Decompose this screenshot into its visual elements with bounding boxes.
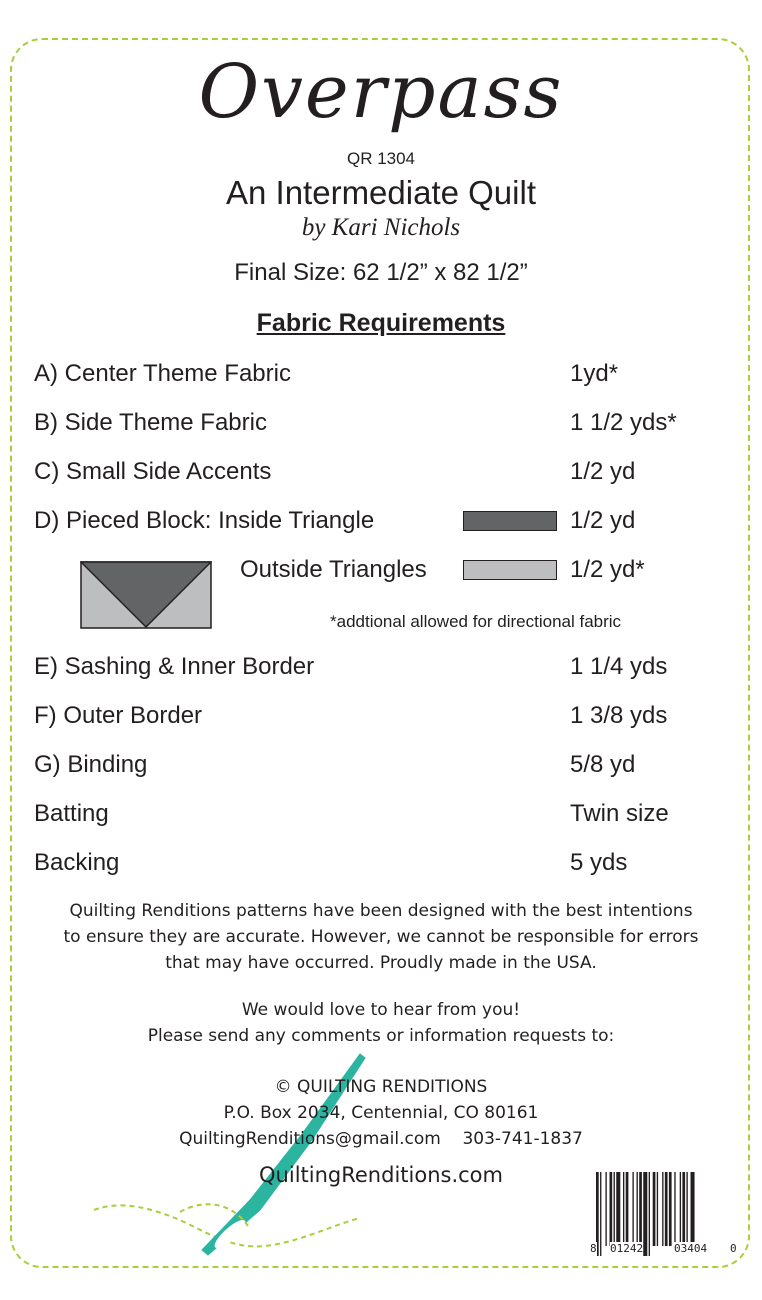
pieced-block-diagram bbox=[80, 561, 212, 629]
barcode-bar bbox=[639, 1172, 642, 1246]
requirement-label-g: G) Binding bbox=[34, 751, 148, 778]
requirement-label-f: F) Outer Border bbox=[34, 702, 203, 729]
pattern-subtitle: An Intermediate Quilt bbox=[226, 174, 536, 211]
requirement-amount-c: 1/2 yd bbox=[570, 458, 636, 485]
requirement-amount-a: 1yd* bbox=[570, 360, 619, 387]
barcode-bar bbox=[653, 1172, 656, 1246]
disclaimer-line: Quilting Renditions patterns have been designed with the best intentions bbox=[69, 901, 693, 921]
requirement-label-c: C) Small Side Accents bbox=[34, 458, 272, 485]
requirement-amount-d: 1/2 yd bbox=[570, 507, 636, 534]
barcode-bar bbox=[616, 1172, 620, 1246]
directional-fabric-note: *addtional allowed for directional fabric bbox=[330, 612, 622, 631]
inside-triangle-swatch bbox=[463, 511, 557, 531]
barcode-bar bbox=[657, 1172, 658, 1246]
barcode-bar bbox=[674, 1172, 675, 1246]
barcode-digits-left: 01242 bbox=[610, 1242, 644, 1255]
requirement-label-backing: Backing bbox=[34, 849, 120, 876]
barcode-bar bbox=[637, 1172, 638, 1246]
pattern-title: Overpass bbox=[198, 49, 564, 135]
barcode-digits-right: 03404 bbox=[674, 1242, 708, 1255]
pattern-code: QR 1304 bbox=[346, 149, 416, 168]
requirement-amount-g: 5/8 yd bbox=[570, 751, 636, 778]
barcode-bar bbox=[662, 1172, 663, 1246]
disclaimer bbox=[0, 898, 762, 976]
fabric-requirements-heading: Fabric Requirements bbox=[256, 309, 506, 337]
barcode-bar bbox=[665, 1172, 668, 1246]
barcode-bar bbox=[680, 1172, 681, 1246]
barcode-bar bbox=[623, 1172, 624, 1246]
barcode-bar bbox=[614, 1172, 615, 1246]
requirement-label-outside-triangles: Outside Triangles bbox=[240, 556, 427, 583]
barcode-digit-lead: 8 bbox=[590, 1242, 597, 1255]
requirement-amount-f: 1 3/8 yds bbox=[570, 702, 668, 729]
barcode-bar bbox=[610, 1172, 613, 1246]
requirement-label-b: B) Side Theme Fabric bbox=[34, 409, 267, 436]
barcode-bar bbox=[686, 1172, 687, 1246]
requirement-amount-outside-triangles: 1/2 yd* bbox=[570, 556, 645, 583]
requirement-amount-b: 1 1/2 yds* bbox=[570, 409, 677, 436]
outside-triangles-swatch bbox=[463, 560, 557, 580]
final-size: Final Size: 62 1/2” x 82 1/2” bbox=[234, 259, 528, 286]
mailing-address: P.O. Box 2034, Centennial, CO 80161 bbox=[223, 1103, 539, 1123]
requirement-label-d: D) Pieced Block: Inside Triangle bbox=[34, 507, 375, 534]
requirement-amount-batting: Twin size bbox=[570, 800, 669, 827]
requirement-label-batting: Batting bbox=[34, 800, 109, 827]
requirement-label-e: E) Sashing & Inner Border bbox=[34, 653, 315, 680]
pattern-author: by Kari Nichols bbox=[301, 214, 461, 241]
company-info bbox=[0, 1074, 762, 1152]
requirement-amount-backing: 5 yds bbox=[570, 849, 628, 876]
requirement-amount-e: 1 1/4 yds bbox=[570, 653, 668, 680]
contact-line: We would love to hear from you! bbox=[241, 1000, 521, 1020]
barcode-bar bbox=[682, 1172, 685, 1246]
contact-invite bbox=[0, 997, 762, 1049]
disclaimer-line: that may have occurred. Proudly made in the USA. bbox=[165, 953, 597, 973]
barcode-bar bbox=[632, 1172, 633, 1246]
barcode-digits bbox=[590, 1242, 740, 1258]
requirement-label-a: A) Center Theme Fabric bbox=[34, 360, 291, 387]
barcode-bar bbox=[626, 1172, 629, 1246]
disclaimer-line: to ensure they are accurate. However, we cannot be responsible for errors bbox=[63, 927, 699, 947]
website-link[interactable]: QuiltingRenditions.com bbox=[259, 1163, 503, 1187]
barcode-bar bbox=[669, 1172, 672, 1246]
contact-line: Please send any comments or information requests to: bbox=[147, 1026, 615, 1046]
barcode-digit-check: 0 bbox=[730, 1242, 737, 1255]
email-phone[interactable]: QuiltingRenditions@gmail.com 303-741-1837 bbox=[179, 1129, 583, 1149]
barcode-bar bbox=[605, 1172, 606, 1246]
copyright-line: © QUILTING RENDITIONS bbox=[274, 1077, 488, 1097]
